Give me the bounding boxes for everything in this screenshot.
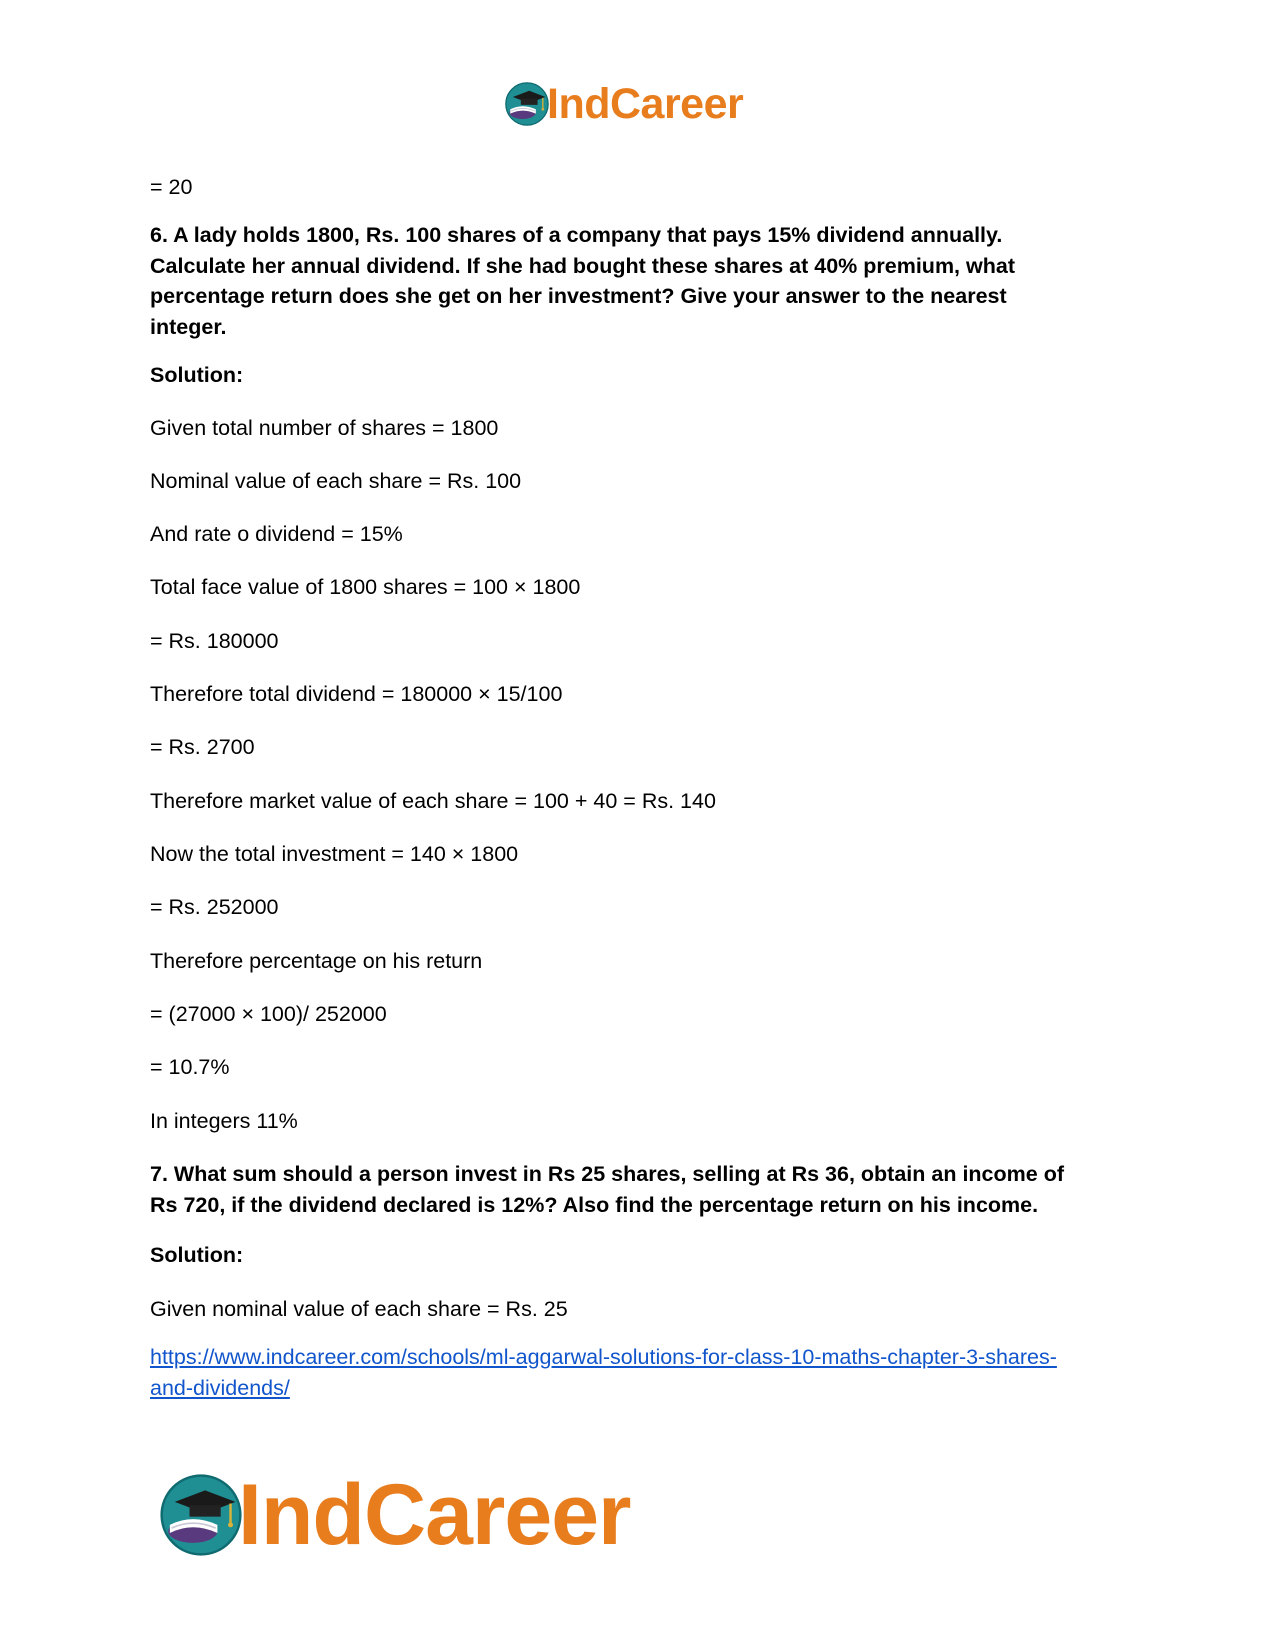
header-logo [505, 78, 743, 130]
solution-step: Total face value of 1800 shares = 100 × 1800 [150, 575, 581, 599]
solution-step: Given nominal value of each share = Rs. 25 [150, 1297, 568, 1321]
logo-wordmark: IndCareer [547, 79, 744, 128]
source-link-line[interactable]: https://www.indcareer.com/schools/ml-aggarwal-solutions-for-class-10-maths-chapter-3-shares- [150, 1345, 1057, 1369]
solution-step: = Rs. 2700 [150, 735, 255, 759]
solution-step: Therefore percentage on his return [150, 949, 483, 973]
question-7-line: 7. What sum should a person invest in Rs 25 shares, selling at Rs 36, obtain an income of [150, 1162, 1064, 1186]
solution-step: Therefore total dividend = 180000 × 15/100 [150, 682, 563, 706]
solution-step: Given total number of shares = 1800 [150, 416, 499, 440]
question-7 [150, 1159, 1135, 1220]
question-6-line: integer. [150, 314, 227, 339]
graduation-book-icon [160, 1474, 242, 1556]
question-7-line: Rs 720, if the dividend declared is 12%? Also find the percentage return on his income. [150, 1192, 1039, 1217]
solution-step: = Rs. 252000 [150, 895, 279, 919]
solution-step: = (27000 × 100)/ 252000 [150, 1002, 387, 1026]
solution-label: Solution: [150, 363, 244, 387]
question-6-line: Calculate her annual dividend. If she had bought these shares at 40% premium, what [150, 253, 1015, 278]
solution-label: Solution: [150, 1243, 244, 1267]
source-link[interactable] [150, 1342, 1135, 1403]
source-link-line[interactable]: and-dividends/ [150, 1375, 290, 1400]
solution-step: = 10.7% [150, 1055, 230, 1079]
logo-wordmark: IndCareer [238, 1467, 631, 1563]
solution-step: Now the total investment = 140 × 1800 [150, 842, 519, 866]
solution-step: Therefore market value of each share = 100 + 40 = Rs. 140 [150, 789, 716, 813]
graduation-book-icon [505, 82, 549, 126]
previous-answer: = 20 [150, 175, 193, 199]
question-6-line: percentage return does she get on her investment? Give your answer to the nearest [150, 284, 1007, 308]
footer-logo [160, 1467, 631, 1563]
question-6-line: 6. A lady holds 1800, Rs. 100 shares of a company that pays 15% dividend annually. [150, 223, 1003, 247]
solution-step: = Rs. 180000 [150, 629, 279, 653]
solution-step: And rate o dividend = 15% [150, 522, 403, 546]
solution-step: Nominal value of each share = Rs. 100 [150, 469, 522, 493]
solution-step: In integers 11% [150, 1109, 298, 1133]
question-6 [150, 220, 1135, 342]
